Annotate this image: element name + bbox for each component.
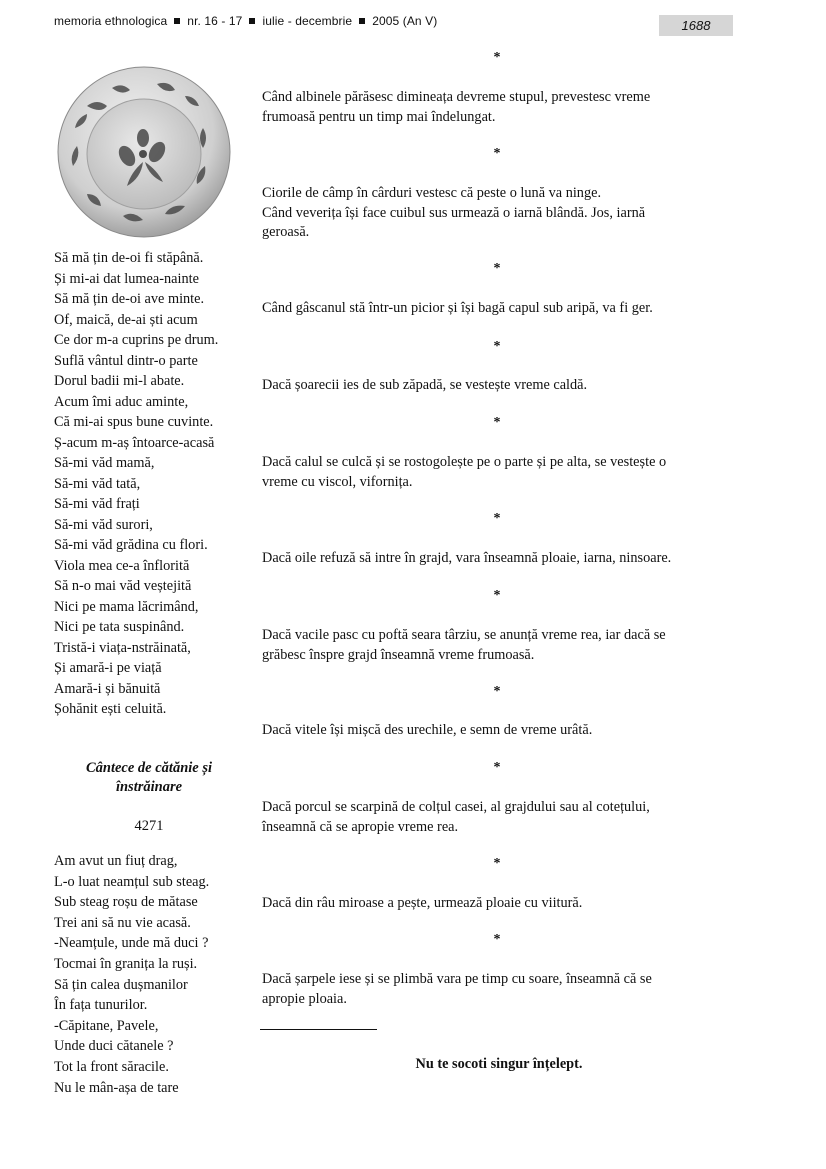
belief-paragraph: Dacă vacile pasc cu poftă seara târziu, se anunță vreme rea, iar dacă se grăbesc înspre grajd înseamnă vreme frumoasă. (262, 627, 666, 663)
belief-paragraph: Dacă vitele își mișcă des urechile, e semn de vreme urâtă. (262, 722, 593, 738)
poem-line: Să mă țin de-oi ave minte. (54, 291, 205, 307)
bullet-square-icon (249, 18, 255, 24)
belief-paragraph: Dacă oile refuză să intre în grajd, vara înseamnă ploaie, iarna, ninsoare. (262, 550, 672, 566)
song-number: 4271 (134, 818, 164, 834)
asterisk-separator: * (493, 588, 501, 603)
asterisk-separator: * (493, 261, 501, 276)
poem-line: În fața tunurilor. (54, 997, 148, 1014)
belief-paragraph: Dacă porcul se scarpină de colțul casei, al grajdului sau al cotețului, înseamnă că se apropie vreme rea. (262, 799, 650, 835)
poem-line: Să-mi văd surori, (54, 516, 153, 533)
poem-line: Nu le mân-așa de tare (54, 1079, 179, 1096)
poem-line: Șohănit ești celuită. (54, 701, 167, 717)
poem-line: Dorul badii mi-l abate. (54, 373, 185, 389)
poem-line: Unde duci cătanele ? (54, 1038, 174, 1055)
poem-line: Să-mi văd frați (54, 496, 140, 512)
belief-paragraph: Când gâscanul stă într-un picior și își bagă capul sub aripă, va fi ger. (262, 300, 653, 316)
poem-line: Suflă vântul dintr-o parte (54, 352, 198, 369)
journal-title: memoria ethnologica (54, 14, 168, 28)
poem-line: Acum îmi aduc aminte, (54, 393, 189, 410)
poem-line: Să-mi văd grădina cu flori. (54, 537, 208, 553)
decorated-plate-image (57, 66, 231, 238)
asterisk-separator: * (493, 684, 501, 699)
asterisk-separator: * (493, 856, 501, 871)
asterisk-separator: * (493, 760, 501, 775)
poem-line: Să-mi văd tată, (54, 475, 141, 492)
poem-line: Să țin calea dușmanilor (54, 976, 188, 993)
poem-left-top (54, 248, 254, 720)
issue-year: 2005 (An V) (372, 14, 438, 28)
page-number: 1688 (659, 15, 733, 36)
bullet-square-icon (174, 18, 180, 24)
section-title-line: înstrăinare (115, 779, 183, 795)
poem-line: L-o luat neamțul sub steag. (54, 873, 210, 890)
poem-line: Amară-i și bănuită (54, 680, 161, 697)
poem-line: Tocmai în granița la ruși. (54, 955, 198, 972)
poem-line: Am avut un fiuț drag, (54, 853, 178, 869)
section-title (54, 759, 244, 797)
poem-line: Ș-acum m-aș întoarce-acasă (54, 434, 215, 451)
poem-line: Sub steag roșu de mătase (54, 894, 198, 911)
poem-line: Viola mea ce-a înflorită (54, 557, 190, 574)
footnote-rule (260, 1029, 377, 1030)
belief-paragraph: Dacă calul se culcă și se rostogolește pe o parte și pe alta, se vestește o vreme cu viscol, vifornița. (262, 454, 667, 490)
poem-line: Să mă țin de-oi fi stăpână. (54, 250, 204, 266)
belief-paragraph: Ciorile de câmp în cârduri vestesc că peste o lună va ninge. Când veverița își face cuibul sus urmează o iarnă blândă. Jos, iarnă geroasă. (262, 185, 646, 240)
poem-line: Să-mi văd mamă, (54, 455, 155, 471)
asterisk-separator: * (493, 50, 501, 65)
asterisk-separator: * (493, 415, 501, 430)
belief-paragraph: Dacă din râu miroase a pește, urmează ploaie cu viitură. (262, 895, 583, 911)
issue-months: iulie - decembrie (262, 14, 353, 28)
running-header (54, 14, 437, 28)
poem-line: Tot la front săracile. (54, 1058, 169, 1075)
poem-line: Ce dor m-a cuprins pe drum. (54, 332, 219, 348)
poem-line: -Căpitane, Pavele, (54, 1017, 159, 1034)
section-title-line: Cântece de cătănie și (85, 760, 213, 776)
asterisk-separator: * (493, 932, 501, 947)
poem-line: Tristă-i viața-nstrăinată, (54, 639, 191, 656)
poem-line: -Neamțule, unde mă duci ? (54, 935, 209, 952)
poem-line: Of, maică, de-ai ști acum (54, 311, 198, 328)
poem-line: Că mi-ai spus bune cuvinte. (54, 414, 214, 430)
poem-line: Să n-o mai văd veștejită (54, 578, 192, 594)
asterisk-separator: * (493, 511, 501, 526)
asterisk-separator: * (493, 146, 501, 161)
poem-line: Și amară-i pe viață (54, 660, 162, 676)
asterisk-separator: * (493, 339, 501, 354)
poem-line: Nici pe tata suspinând. (54, 619, 185, 635)
poem-left-bottom (54, 851, 254, 1098)
bullet-square-icon (359, 18, 365, 24)
belief-paragraph: Dacă șarpele iese și se plimbă vara pe timp cu soare, înseamnă că se apropie ploaia. (262, 971, 652, 1007)
poem-line: Și mi-ai dat lumea-nainte (54, 270, 199, 287)
belief-paragraph: Dacă șoarecii ies de sub zăpadă, se vestește vreme caldă. (262, 377, 588, 393)
issue-number: nr. 16 - 17 (187, 14, 243, 28)
poem-line: Nici pe mama lăcrimând, (54, 598, 199, 615)
poem-line: Trei ani să nu vie acasă. (54, 914, 191, 931)
proverb: Nu te socoti singur înțelept. (415, 1056, 583, 1072)
belief-paragraph: Când albinele părăsesc dimineața devreme stupul, prevestesc vreme frumoasă pentru un timp mai îndelungat. (262, 89, 651, 125)
